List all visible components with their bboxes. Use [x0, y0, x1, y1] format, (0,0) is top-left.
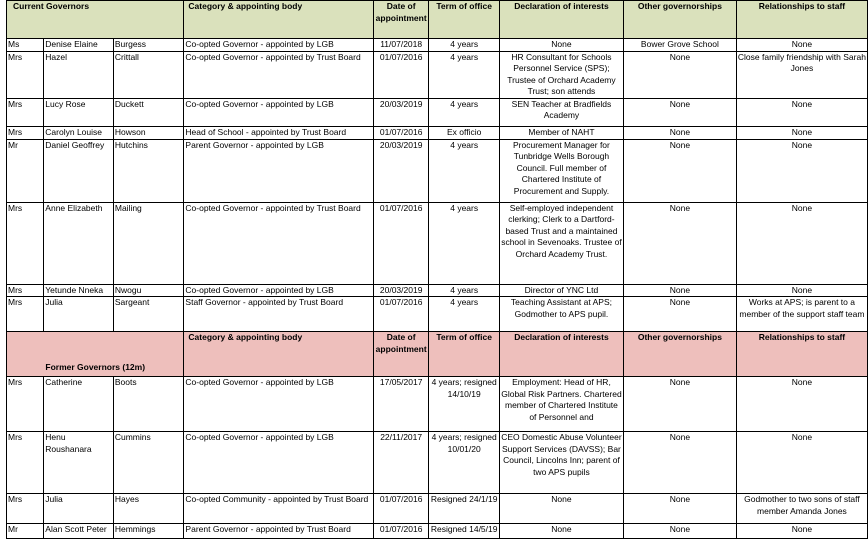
table-row[interactable] [7, 494, 868, 524]
cell-surname: Sargeant [113, 297, 184, 332]
cell-relationships: Works at APS; is parent to a member of the support staff team [736, 297, 867, 332]
cell-relationships: None [736, 39, 867, 52]
cell-other-governorships: None [623, 432, 736, 494]
cell-declaration: Teaching Assistant at APS; Godmother to APS pupil. [499, 297, 623, 332]
cell-surname: Crittall [113, 51, 184, 98]
cell-title: Mrs [7, 432, 44, 494]
cell-title: Mrs [7, 377, 44, 432]
current-governors-header-row [7, 1, 868, 39]
cell-title: Mrs [7, 51, 44, 98]
cell-declaration: Self-employed independent clerking; Clerk to a Dartford-based Trust and a maintained school in Sevenoaks. Trustee of Orchard Academy Trust. [499, 202, 623, 284]
cell-category: Co-opted Community - appointed by Trust Board [184, 494, 374, 524]
cell-date: 11/07/2018 [373, 39, 428, 52]
table-row[interactable] [7, 284, 868, 297]
cell-first-name: Lucy Rose [44, 98, 114, 126]
table-row[interactable] [7, 524, 868, 539]
header-relationships-former: Relationships to staff [736, 332, 867, 377]
cell-term: 4 years [429, 139, 500, 202]
cell-term: 4 years [429, 284, 500, 297]
cell-first-name: Carolyn Louise [44, 126, 114, 139]
cell-relationships: None [736, 377, 867, 432]
table-row[interactable] [7, 51, 868, 98]
current-governors-title: Current Governors [7, 1, 184, 39]
cell-first-name: Alan Scott Peter [44, 524, 114, 539]
cell-title: Mrs [7, 98, 44, 126]
cell-title: Mrs [7, 202, 44, 284]
cell-relationships: None [736, 524, 867, 539]
cell-relationships: Godmother to two sons of staff member Amanda Jones [736, 494, 867, 524]
header-term-former: Term of office [429, 332, 500, 377]
header-date-former: Date of appointment [373, 332, 428, 377]
header-declaration-current: Declaration of interests [499, 1, 623, 39]
cell-title: Mrs [7, 494, 44, 524]
cell-term: 4 years [429, 297, 500, 332]
header-declaration-former: Declaration of interests [499, 332, 623, 377]
cell-category: Co-opted Governor - appointed by LGB [184, 39, 374, 52]
cell-surname: Howson [113, 126, 184, 139]
cell-term: Ex officio [429, 126, 500, 139]
cell-surname: Nwogu [113, 284, 184, 297]
cell-date: 01/07/2016 [373, 202, 428, 284]
cell-term: 4 years [429, 98, 500, 126]
header-category-former: Category & appointing body [184, 332, 374, 377]
cell-surname: Hutchins [113, 139, 184, 202]
cell-date: 01/07/2016 [373, 297, 428, 332]
cell-surname: Boots [113, 377, 184, 432]
cell-surname: Duckett [113, 98, 184, 126]
cell-surname: Cummins [113, 432, 184, 494]
cell-relationships: None [736, 126, 867, 139]
cell-term: 4 years [429, 202, 500, 284]
cell-title: Mrs [7, 297, 44, 332]
cell-other-governorships: None [623, 297, 736, 332]
cell-term: 4 years [429, 51, 500, 98]
cell-declaration: Procurement Manager for Tunbridge Wells Borough Council. Full member of Chartered Institute of Procurement and Supply. [499, 139, 623, 202]
cell-term: Resigned 14/5/19 [429, 524, 500, 539]
cell-other-governorships: None [623, 98, 736, 126]
cell-declaration: None [499, 524, 623, 539]
cell-term: 4 years; resigned 10/01/20 [429, 432, 500, 494]
cell-term: Resigned 24/1/19 [429, 494, 500, 524]
table-row[interactable] [7, 377, 868, 432]
table-row[interactable] [7, 432, 868, 494]
cell-category: Staff Governor - appointed by Trust Board [184, 297, 374, 332]
cell-first-name: Yetunde Nneka [44, 284, 114, 297]
cell-relationships: None [736, 202, 867, 284]
cell-relationships: None [736, 98, 867, 126]
cell-other-governorships: None [623, 377, 736, 432]
table-row[interactable] [7, 39, 868, 52]
cell-category: Co-opted Governor - appointed by Trust Board [184, 202, 374, 284]
cell-title: Mr [7, 139, 44, 202]
cell-relationships: None [736, 284, 867, 297]
header-term-current: Term of office [429, 1, 500, 39]
former-governors-title: Former Governors (12m) [7, 332, 184, 377]
cell-other-governorships: None [623, 494, 736, 524]
cell-other-governorships: None [623, 139, 736, 202]
header-date-current: Date of appointment [373, 1, 428, 39]
cell-surname: Burgess [113, 39, 184, 52]
cell-declaration: SEN Teacher at Bradfields Academy [499, 98, 623, 126]
table-row[interactable] [7, 126, 868, 139]
cell-first-name: Denise Elaine [44, 39, 114, 52]
cell-declaration: CEO Domestic Abuse Volunteer Support Services (DAVSS); Bar Council, Lincolns Inn; parent of two APS pupils [499, 432, 623, 494]
cell-declaration: Director of YNC Ltd [499, 284, 623, 297]
cell-relationships: None [736, 432, 867, 494]
cell-title: Mrs [7, 284, 44, 297]
cell-other-governorships: None [623, 51, 736, 98]
header-other-former: Other governorships [623, 332, 736, 377]
cell-date: 01/07/2016 [373, 126, 428, 139]
table-row[interactable] [7, 98, 868, 126]
cell-date: 01/07/2016 [373, 494, 428, 524]
cell-first-name: Henu Roushanara [44, 432, 114, 494]
cell-date: 20/03/2019 [373, 98, 428, 126]
cell-surname: Mailing [113, 202, 184, 284]
cell-declaration: Member of NAHT [499, 126, 623, 139]
cell-declaration: None [499, 494, 623, 524]
cell-term: 4 years; resigned 14/10/19 [429, 377, 500, 432]
cell-declaration: Employment: Head of HR, Global Risk Partners. Chartered member of Chartered Institute of Personnel and [499, 377, 623, 432]
header-relationships-current: Relationships to staff [736, 1, 867, 39]
former-governors-header-row [7, 332, 868, 377]
cell-term: 4 years [429, 39, 500, 52]
table-row[interactable] [7, 297, 868, 332]
cell-category: Parent Governor - appointed by Trust Board [184, 524, 374, 539]
cell-category: Co-opted Governor - appointed by LGB [184, 432, 374, 494]
cell-title: Mr [7, 524, 44, 539]
cell-surname: Hemmings [113, 524, 184, 539]
cell-first-name: Daniel Geoffrey [44, 139, 114, 202]
cell-title: Mrs [7, 126, 44, 139]
cell-category: Parent Governor - appointed by LGB [184, 139, 374, 202]
cell-other-governorships: None [623, 202, 736, 284]
cell-relationships: None [736, 139, 867, 202]
governors-table [6, 0, 868, 539]
cell-title: Ms [7, 39, 44, 52]
cell-category: Co-opted Governor - appointed by LGB [184, 98, 374, 126]
cell-declaration: HR Consultant for Schools Personnel Service (SPS); Trustee of Orchard Academy Trust; son attends [499, 51, 623, 98]
cell-first-name: Julia [44, 494, 114, 524]
cell-date: 17/05/2017 [373, 377, 428, 432]
table-row[interactable] [7, 139, 868, 202]
cell-category: Co-opted Governor - appointed by Trust Board [184, 51, 374, 98]
table-row[interactable] [7, 202, 868, 284]
cell-category: Head of School - appointed by Trust Board [184, 126, 374, 139]
header-other-current: Other governorships [623, 1, 736, 39]
cell-date: 20/03/2019 [373, 139, 428, 202]
cell-date: 20/03/2019 [373, 284, 428, 297]
cell-other-governorships: None [623, 126, 736, 139]
cell-declaration: None [499, 39, 623, 52]
cell-relationships: Close family friendship with Sarah Jones [736, 51, 867, 98]
cell-first-name: Catherine [44, 377, 114, 432]
cell-first-name: Hazel [44, 51, 114, 98]
cell-date: 01/07/2016 [373, 524, 428, 539]
cell-first-name: Anne Elizabeth [44, 202, 114, 284]
cell-first-name: Julia [44, 297, 114, 332]
cell-date: 22/11/2017 [373, 432, 428, 494]
cell-surname: Hayes [113, 494, 184, 524]
cell-other-governorships: Bower Grove School [623, 39, 736, 52]
cell-category: Co-opted Governor - appointed by LGB [184, 284, 374, 297]
cell-other-governorships: None [623, 524, 736, 539]
header-category-current: Category & appointing body [184, 1, 374, 39]
cell-category: Co-opted Governor - appointed by LGB [184, 377, 374, 432]
cell-date: 01/07/2016 [373, 51, 428, 98]
cell-other-governorships: None [623, 284, 736, 297]
